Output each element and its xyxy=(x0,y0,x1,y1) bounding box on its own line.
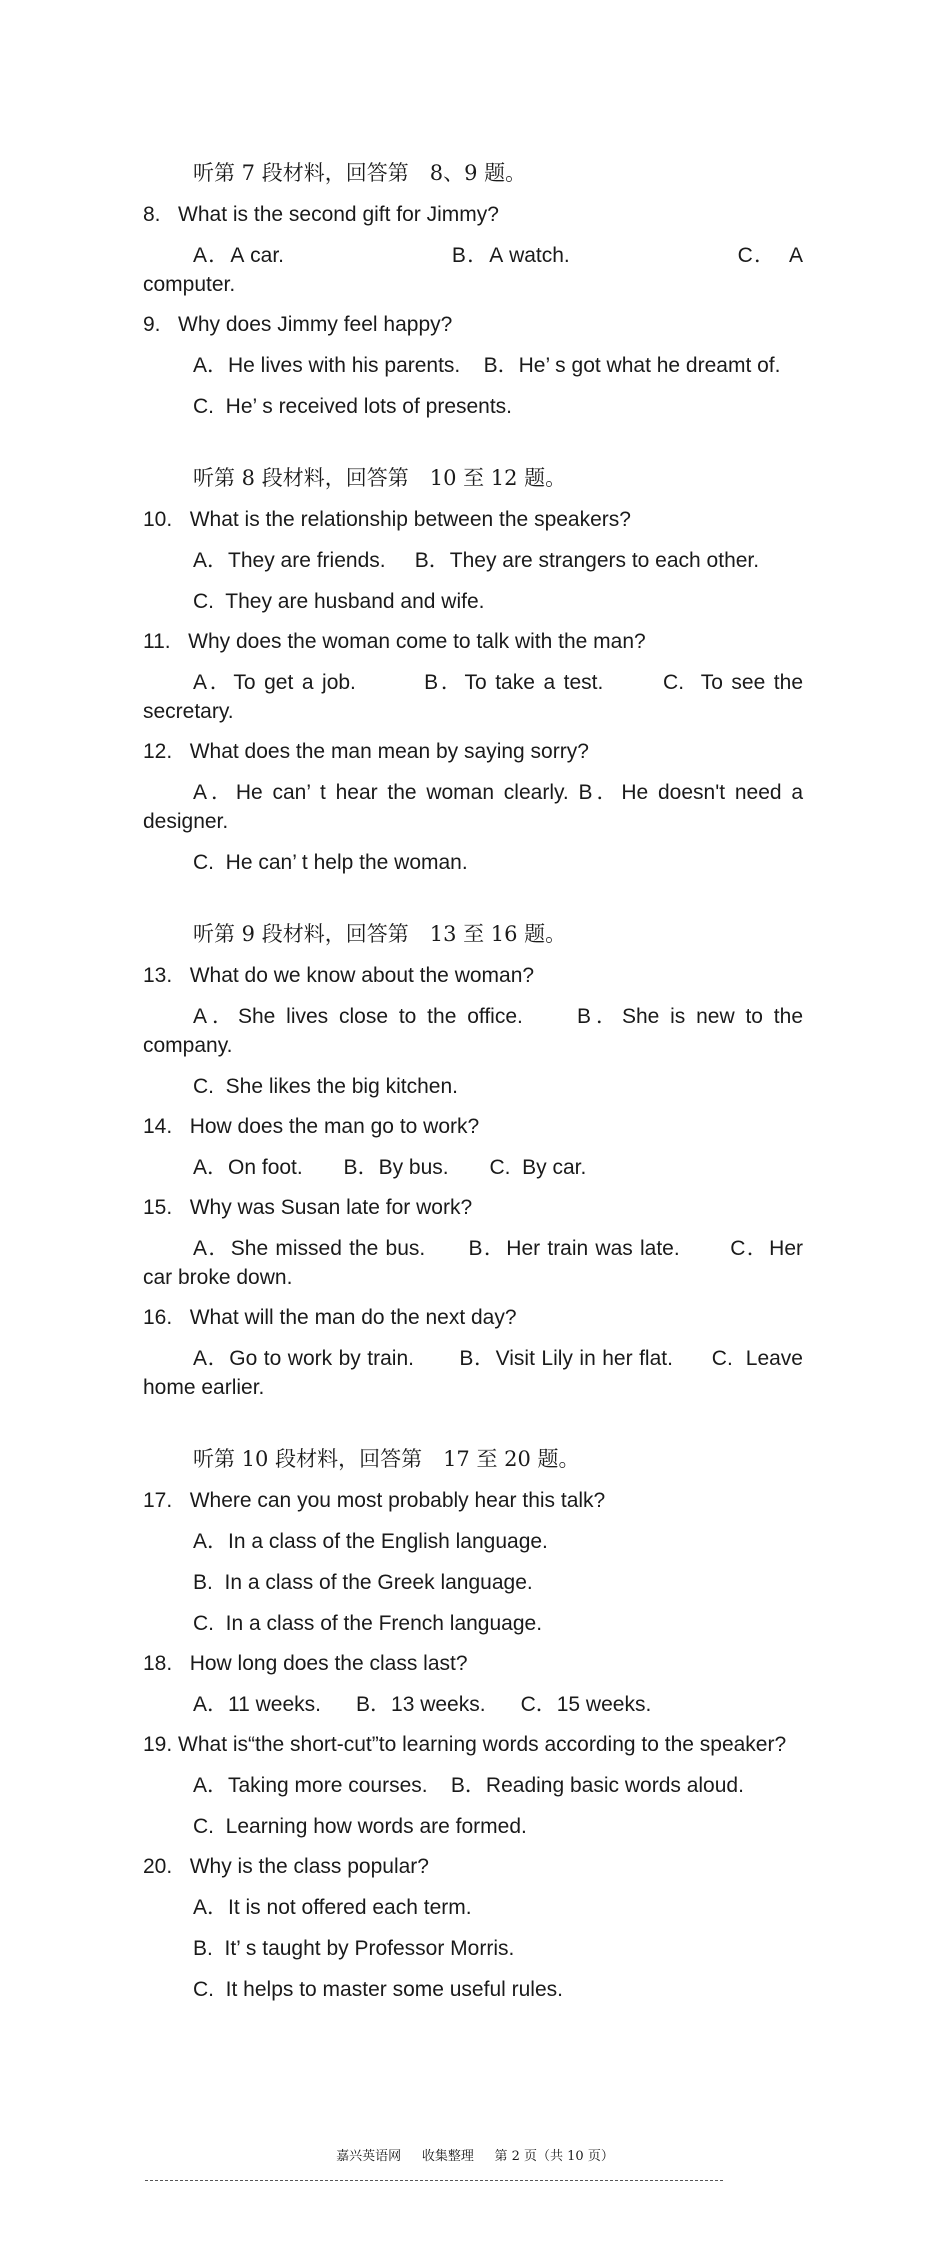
answer-options: A．It is not offered each term. xyxy=(193,1896,472,1919)
answer-options: B. It’ s taught by Professor Morris. xyxy=(193,1937,515,1960)
question-stem: 13. What do we know about the woman? xyxy=(143,964,535,987)
answer-options: C. He’ s received lots of presents. xyxy=(193,395,513,418)
answer-options: A．Taking more courses. B．Reading basic words aloud. xyxy=(193,1774,744,1797)
question-stem: 17. Where can you most probably hear this talk? xyxy=(143,1489,606,1512)
answer-options: A．He can’ t hear the woman clearly. B．He doesn't need a designer. xyxy=(143,781,809,833)
section-heading: 听第 9 段材料，回答第 13 至 16 题。 xyxy=(193,922,567,946)
answer-options: A．On foot. B．By bus. C. By car. xyxy=(193,1156,587,1179)
answer-options: A．She lives close to the office. B．She is new to the company. xyxy=(143,1005,809,1057)
answer-options: A．To get a job. B．To take a test. C. To see the secretary. xyxy=(143,671,809,723)
answer-options: B. In a class of the Greek language. xyxy=(193,1571,533,1594)
page-footer: 嘉兴英语网 收集整理 第 2 页（共 10 页） xyxy=(336,2149,614,2164)
footer-dashed-rule xyxy=(145,2180,723,2181)
answer-options: C. They are husband and wife. xyxy=(193,590,485,613)
question-stem: 19. What is“the short-cut”to learning words according to the speaker? xyxy=(143,1733,787,1756)
answer-options: A．Go to work by train. B．Visit Lily in her flat. C. Leave home earlier. xyxy=(143,1347,809,1399)
answer-options: A．She missed the bus. B．Her train was late. C．Her car broke down. xyxy=(143,1237,809,1289)
question-stem: 15. Why was Susan late for work? xyxy=(143,1196,473,1219)
listening-section xyxy=(143,158,809,2004)
section-heading: 听第 7 段材料，回答第 8、9 题。 xyxy=(193,161,527,185)
answer-options: A．11 weeks. B．13 weeks. C．15 weeks. xyxy=(193,1693,652,1716)
section-heading: 听第 8 段材料，回答第 10 至 12 题。 xyxy=(193,466,567,490)
question-stem: 16. What will the man do the next day? xyxy=(143,1306,517,1329)
answer-options: A．A car. B．A watch. C． A computer. xyxy=(143,244,809,296)
answer-options: C. Learning how words are formed. xyxy=(193,1815,527,1838)
section-heading: 听第 10 段材料，回答第 17 至 20 题。 xyxy=(193,1447,580,1471)
question-stem: 18. How long does the class last? xyxy=(143,1652,468,1675)
answer-options: C. She likes the big kitchen. xyxy=(193,1075,458,1098)
answer-options: A．He lives with his parents. B．He’ s got what he dreamt of. xyxy=(193,354,781,377)
answer-options: C. In a class of the French language. xyxy=(193,1612,543,1635)
question-stem: 20. Why is the class popular? xyxy=(143,1855,429,1878)
question-stem: 9. Why does Jimmy feel happy? xyxy=(143,313,453,336)
answer-options: C. He can’ t help the woman. xyxy=(193,851,468,874)
answer-options: A．They are friends. B．They are strangers to each other. xyxy=(193,549,760,572)
question-stem: 14. How does the man go to work? xyxy=(143,1115,480,1138)
question-stem: 11. Why does the woman come to talk with the man? xyxy=(143,630,646,653)
question-stem: 8. What is the second gift for Jimmy? xyxy=(143,203,499,226)
question-stem: 10. What is the relationship between the speakers? xyxy=(143,508,631,531)
answer-options: A．In a class of the English language. xyxy=(193,1530,548,1553)
question-stem: 12. What does the man mean by saying sorry? xyxy=(143,740,589,763)
answer-options: C. It helps to master some useful rules. xyxy=(193,1978,563,2001)
